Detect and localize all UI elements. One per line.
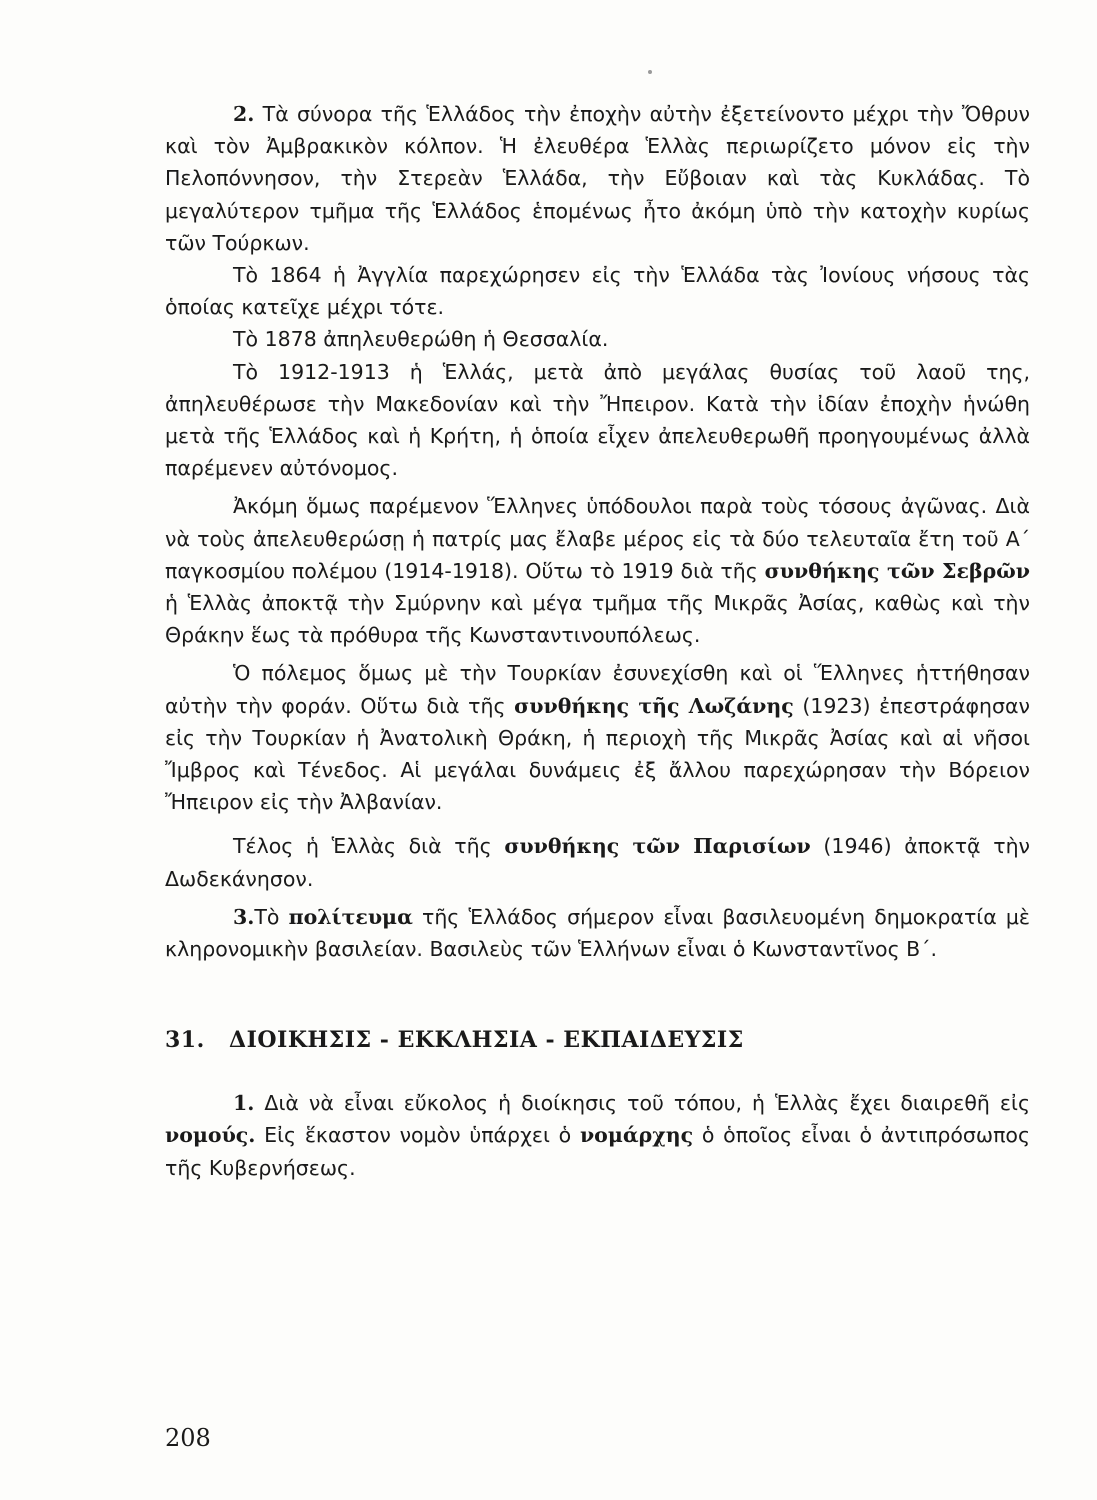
paragraph-text: Εἰς ἕκαστον νομὸν ὑπάρχει ὁ bbox=[255, 1123, 580, 1148]
paragraph-text: Διὰ νὰ εἶναι εὔκολος ἡ διοίκησις τοῦ τόπου, ἡ Ἑλλὰς ἔχει διαιρεθῆ εἰς bbox=[254, 1091, 1030, 1116]
paragraph-administration bbox=[165, 1087, 1030, 1184]
page-number: 208 bbox=[165, 1424, 211, 1452]
paragraph-1878: Τὸ 1878 ἀπηλευθερώθη ἡ Θεσσαλία. bbox=[233, 327, 609, 352]
paragraph-number: 2. bbox=[233, 102, 255, 126]
paragraph-lausanne bbox=[165, 657, 1030, 818]
paragraph-polity bbox=[165, 901, 1030, 965]
paragraph-text: Ἀκόμη ὅμως παρέμενον Ἕλληνες ὑπόδουλοι παρὰ τοὺς τόσους ἀγῶνας. Διὰ νὰ τοὺς ἀπελευθερώσῃ ἡ πατρίς μας ἔλαβε μέρος εἰς τὰ δύο τελευταῖα ἔτη τοῦ Α΄ παγκοσμίου πολέμου (1914-1918). Οὕτω τὸ 1919 διὰ τῆς bbox=[165, 494, 1030, 583]
section-heading bbox=[165, 1027, 1030, 1053]
paragraph-paris bbox=[165, 830, 1030, 894]
page-body bbox=[165, 98, 1030, 1184]
paragraph-text: ἡ Ἑλλὰς ἀποκτᾷ τὴν Σμύρνην καὶ μέγα τμῆμα τῆς Μικρᾶς Ἀσίας, καθὼς καὶ τὴν Θράκην ἕως τὰ πρόθυρα τῆς Κωνσταντινουπόλεως. bbox=[165, 591, 1030, 648]
paragraph-1864: Τὸ 1864 ἡ Ἀγγλία παρεχώρησεν εἰς τὴν Ἑλλάδα τὰς Ἰονίους νήσους τὰς ὁποίας κατεῖχε μέχρι τότε. bbox=[165, 263, 1030, 320]
treaty-sevres: συνθήκης τῶν Σεβρῶν bbox=[764, 558, 1030, 583]
paper-speck bbox=[648, 70, 652, 74]
paragraph-sevres bbox=[165, 490, 1030, 651]
paragraph-text: (1923) ἐπεστράφησαν εἰς τὴν Τουρκίαν ἡ Ἀνατολικὴ Θράκη, ἡ περιοχὴ τῆς Μικρᾶς Ἀσίας καὶ αἱ νῆσοι Ἴμβρος καὶ Τένεδος. Αἱ μεγάλαι δυνάμεις ἐξ ἄλλου παρεχώρησαν τὴν Βόρειον Ἤπειρον εἰς τὴν Ἀλβανίαν. bbox=[165, 693, 1030, 815]
section-title: ΔΙΟΙΚΗΣΙΣ - ΕΚΚΛΗΣΙΑ - ΕΚΠΑΙΔΕΥΣΙΣ bbox=[229, 1027, 744, 1054]
term-prefectures: νομούς. bbox=[165, 1123, 256, 1148]
paragraph-text: Τέλος ἡ Ἑλλὰς διὰ τῆς bbox=[233, 834, 505, 859]
paragraph-borders bbox=[165, 98, 1030, 259]
section-number: 31. bbox=[165, 1027, 205, 1054]
term-prefect: νομάρχης bbox=[579, 1123, 694, 1148]
term-polity: πολίτευμα bbox=[288, 904, 413, 929]
paragraph-number: 3. bbox=[233, 904, 255, 929]
paragraph-text: Ὁ πόλεμος ὅμως μὲ τὴν Τουρκίαν ἐσυνεχίσθη καὶ οἱ Ἕλληνες ἡττήθησαν αὐτὴν τὴν φοράν. Οὕτω διὰ τῆς bbox=[165, 661, 1030, 718]
paragraph-text: ὁ ὁποῖος εἶναι ὁ ἀντιπρόσωπος τῆς Κυβερνήσεως. bbox=[165, 1123, 1030, 1180]
treaty-lausanne: συνθήκης τῆς Λωζάνης bbox=[514, 693, 794, 718]
paragraph-text: Τὸ bbox=[254, 904, 289, 929]
treaty-paris: συνθήκης τῶν Παρισίων bbox=[504, 834, 811, 859]
paragraph-number: 1. bbox=[233, 1091, 255, 1116]
paragraph-text: τῆς Ἑλλάδος σήμερον εἶναι βασιλευομένη δημοκρατία μὲ κληρονομικὴν βασιλείαν. Βασιλεὺς τῶν Ἑλλήνων εἶναι ὁ Κωνσταντῖνος Β΄. bbox=[165, 904, 1030, 962]
paragraph-1912: Τὸ 1912-1913 ἡ Ἑλλάς, μετὰ ἀπὸ μεγάλας θυσίας τοῦ λαοῦ της, ἀπηλευθέρωσε τὴν Μακεδονίαν καὶ τὴν Ἤπειρον. Κατὰ τὴν ἰδίαν ἐποχὴν ἡνώθη μετὰ τῆς Ἑλλάδος καὶ ἡ Κρήτη, ἡ ὁποία εἶχεν ἀπελευθερωθῆ προηγουμένως ἀλλὰ παρέμενεν αὐτόνομος. bbox=[165, 359, 1030, 481]
paragraph-text: Τὰ σύνορα τῆς Ἑλλάδος τὴν ἐποχὴν αὐτὴν ἐξετείνοντο μέχρι τὴν Ὄθρυν καὶ τὸν Ἀμβρακικὸν κόλπον. Ἡ ἐλευθέρα Ἑλλὰς περιωρίζετο μόνον εἰς τὴν Πελοπόννησον, τὴν Στερεὰν Ἑλλάδα, τὴν Εὔβοιαν καὶ τὰς Κυκλάδας. Τὸ μεγαλύτερον τμῆμα τῆς Ἑλλάδος ἑπομένως ἦτο ἀκόμη ὑπὸ τὴν κατοχὴν κυρίως τῶν Τούρκων. bbox=[165, 102, 1030, 255]
paragraph-text: (1946) ἀποκτᾷ τὴν Δωδεκάνησον. bbox=[165, 834, 1031, 891]
